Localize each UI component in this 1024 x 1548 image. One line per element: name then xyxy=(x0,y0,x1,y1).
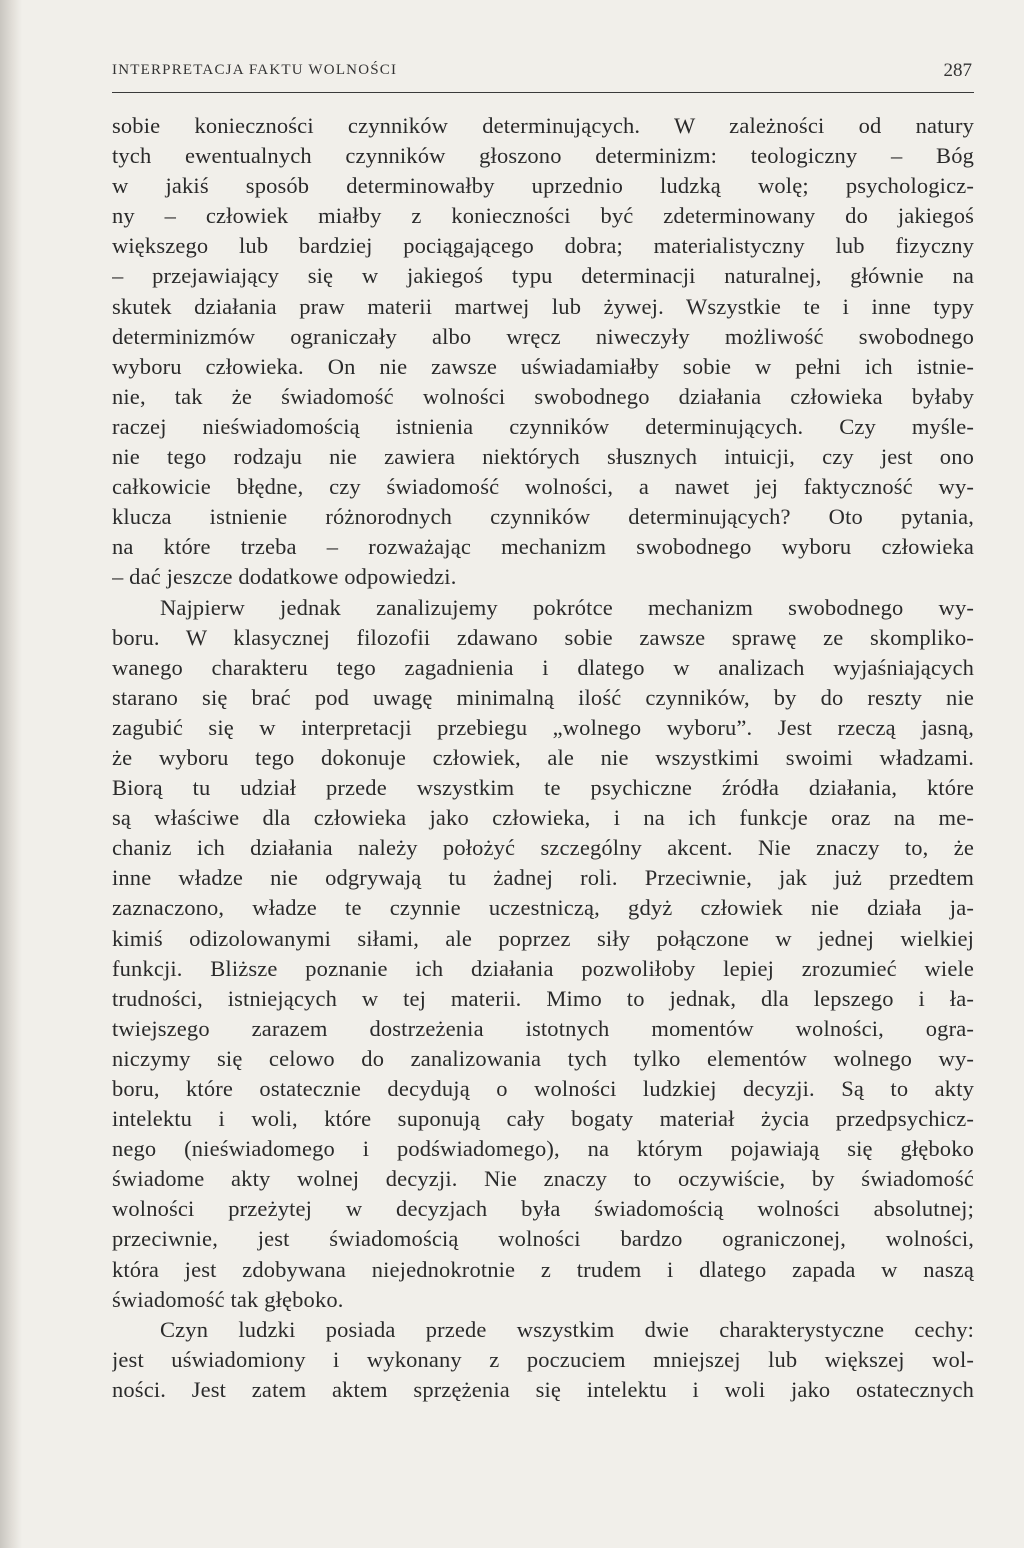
text-line: są właściwe dla człowieka jako człowieka, i na ich funkcje oraz na me- xyxy=(112,805,974,831)
text-line: determinizmów ograniczały albo wręcz niweczyły możliwość swobodnego xyxy=(112,323,974,349)
text-line: starano się brać pod uwagę minimalną ilość czynników, by do reszty nie xyxy=(112,684,974,710)
paragraph-end-line: świadomość tak głęboko. xyxy=(112,1286,344,1312)
text-line: inne władze nie odgrywają tu żadnej roli. Przeciwnie, jak już przedtem xyxy=(112,865,974,891)
text-line: ny – człowiek miałby z konieczności być zdeterminowany do jakiegoś xyxy=(112,203,974,229)
text-line: wyboru człowieka. On nie zawsze uświadamiałby sobie w pełni ich istnie- xyxy=(112,353,974,379)
text-line: Biorą tu udział przede wszystkim te psychiczne źródła działania, które xyxy=(112,775,974,801)
header-rule xyxy=(112,92,974,93)
text-line: twiejszego zarazem dostrzeżenia istotnych momentów wolności, ogra- xyxy=(112,1015,974,1041)
text-line: raczej nieświadomością istnienia czynników determinujących. Czy myśle- xyxy=(112,413,974,439)
page-number: 287 xyxy=(943,60,972,81)
text-line: że wyboru tego dokonuje człowiek, ale nie wszystkimi swoimi władzami. xyxy=(112,744,974,770)
paragraph-start-line: Najpierw jednak zanalizujemy pokrótce mechanizm swobodnego wy- xyxy=(160,594,974,620)
text-line: zagubić się w interpretacji przebiegu „wolnego wyboru”. Jest rzeczą jasną, xyxy=(112,714,974,740)
running-head xyxy=(112,60,972,86)
text-line: funkcji. Bliższe poznanie ich działania pozwoliłoby lepiej zrozumieć wiele xyxy=(112,955,974,981)
running-title: INTERPRETACJA FAKTU WOLNOŚCI xyxy=(112,62,398,78)
text-line: – przejawiający się w jakiegoś typu determinacji naturalnej, głównie na xyxy=(112,263,974,289)
text-line: chaniz ich działania należy położyć szczególny akcent. Nie znaczy to, że xyxy=(112,835,974,861)
text-line: ności. Jest zatem aktem sprzężenia się intelektu i woli jako ostatecznych xyxy=(112,1376,974,1402)
text-line: sobie konieczności czynników determinujących. W zależności od natury xyxy=(112,113,974,138)
text-line: wolności przeżytej w decyzjach była świadomością wolności absolutnej; xyxy=(112,1196,974,1222)
text-line: świadome akty wolnej decyzji. Nie znaczy to oczywiście, by świadomość xyxy=(112,1166,974,1192)
text-line: nego (nieświadomego i podświadomego), na którym pojawiają się głęboko xyxy=(112,1136,974,1162)
text-line: na które trzeba – rozważając mechanizm swobodnego wyboru człowieka xyxy=(112,534,974,560)
body-text xyxy=(112,111,974,1405)
text-line: niczymy się celowo do zanalizowania tych tylko elementów wolnego wy- xyxy=(112,1045,974,1071)
text-line: nie, tak że świadomość wolności swobodnego działania człowieka byłaby xyxy=(112,383,974,409)
spine-shadow xyxy=(0,0,22,1548)
text-line: jest uświadomiony i wykonany z poczuciem mniejszej lub większej wol- xyxy=(112,1346,974,1372)
text-line: całkowicie błędne, czy świadomość wolności, a nawet jej faktyczność wy- xyxy=(112,474,974,500)
text-line: skutek działania praw materii martwej lub żywej. Wszystkie te i inne typy xyxy=(112,293,974,319)
text-line: zaznaczono, władze te czynnie uczestniczą, gdyż człowiek nie działa ja- xyxy=(112,895,974,921)
text-line: przeciwnie, jest świadomością wolności bardzo ograniczonej, wolności, xyxy=(112,1226,974,1252)
text-line: klucza istnienie różnorodnych czynników determinujących? Oto pytania, xyxy=(112,504,974,530)
text-line: boru. W klasycznej filozofii zdawano sobie zawsze sprawę ze skompliko- xyxy=(112,624,974,650)
text-line: tych ewentualnych czynników głoszono determinizm: teologiczny – Bóg xyxy=(112,143,974,169)
text-line: boru, które ostatecznie decydują o wolności ludzkiej decyzji. Są to akty xyxy=(112,1076,974,1101)
text-line: kimiś odizolowanymi siłami, ale poprzez siły połączone w jednej wielkiej xyxy=(112,925,974,951)
text-line: w jakiś sposób determinowałby uprzednio ludzką wolę; psychologicz- xyxy=(112,173,974,199)
text-line: wanego charakteru tego zagadnienia i dlatego w analizach wyjaśniających xyxy=(112,654,974,680)
text-line: nie tego rodzaju nie zawiera niektórych słusznych intuicji, czy jest ono xyxy=(112,444,974,470)
text-line: większego lub bardziej pociągającego dobra; materialistyczny lub fizyczny xyxy=(112,233,974,259)
paragraph-end-line: – dać jeszcze dodatkowe odpowiedzi. xyxy=(112,564,457,590)
text-line: która jest zdobywana niejednokrotnie z trudem i dlatego zapada w naszą xyxy=(112,1256,974,1282)
paragraph-start-line: Czyn ludzki posiada przede wszystkim dwie charakterystyczne cechy: xyxy=(160,1316,974,1342)
text-line: intelektu i woli, które suponują cały bogaty materiał życia przedpsychicz- xyxy=(112,1106,974,1132)
text-line: trudności, istniejących w tej materii. Mimo to jednak, dla lepszego i ła- xyxy=(112,985,974,1011)
